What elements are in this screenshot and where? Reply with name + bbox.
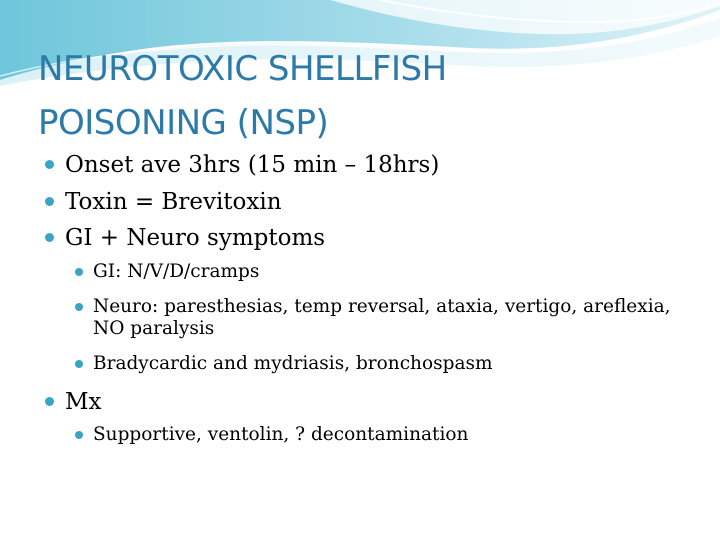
bullet-item — [45, 388, 685, 416]
bullet-dot-icon — [75, 268, 83, 276]
sub-bullet-item — [75, 353, 685, 375]
bullet-item — [45, 224, 685, 252]
bullet-item — [45, 151, 685, 179]
bullet-text: Bradycardic and mydriasis, bronchospasm — [93, 352, 493, 374]
slide-title — [38, 42, 678, 150]
bullet-text: Toxin = Brevitoxin — [65, 188, 282, 215]
bullet-text: Supportive, ventolin, ? decontamination — [93, 424, 469, 445]
bullet-text: GI: N/V/D/cramps — [93, 260, 260, 282]
bullet-text: Onset ave 3hrs (15 min – 18hrs) — [65, 152, 440, 178]
bullet-text: GI + Neuro symptoms — [65, 225, 326, 251]
bullet-dot-icon — [45, 197, 54, 206]
bullet-dot-icon — [45, 233, 54, 242]
slide-title-line-2: POISONING (NSP) — [38, 103, 329, 143]
bullet-dot-icon — [75, 431, 83, 439]
bullet-item — [45, 188, 685, 216]
bullet-text: Neuro: paresthesias, temp reversal, ataxia, vertigo, areflexia, NO paralysis — [93, 295, 671, 339]
sub-bullet-item — [75, 296, 685, 340]
bullet-dot-icon — [75, 360, 83, 368]
bullet-text: Mx — [65, 388, 102, 415]
sub-bullet-item — [75, 261, 685, 283]
bullet-list — [45, 151, 685, 459]
bullet-dot-icon — [45, 160, 54, 169]
sub-bullet-item — [75, 424, 685, 446]
bullet-dot-icon — [45, 397, 54, 406]
slide-title-line-1: NEUROTOXIC SHELLFISH — [38, 49, 447, 89]
bullet-dot-icon — [75, 303, 83, 311]
